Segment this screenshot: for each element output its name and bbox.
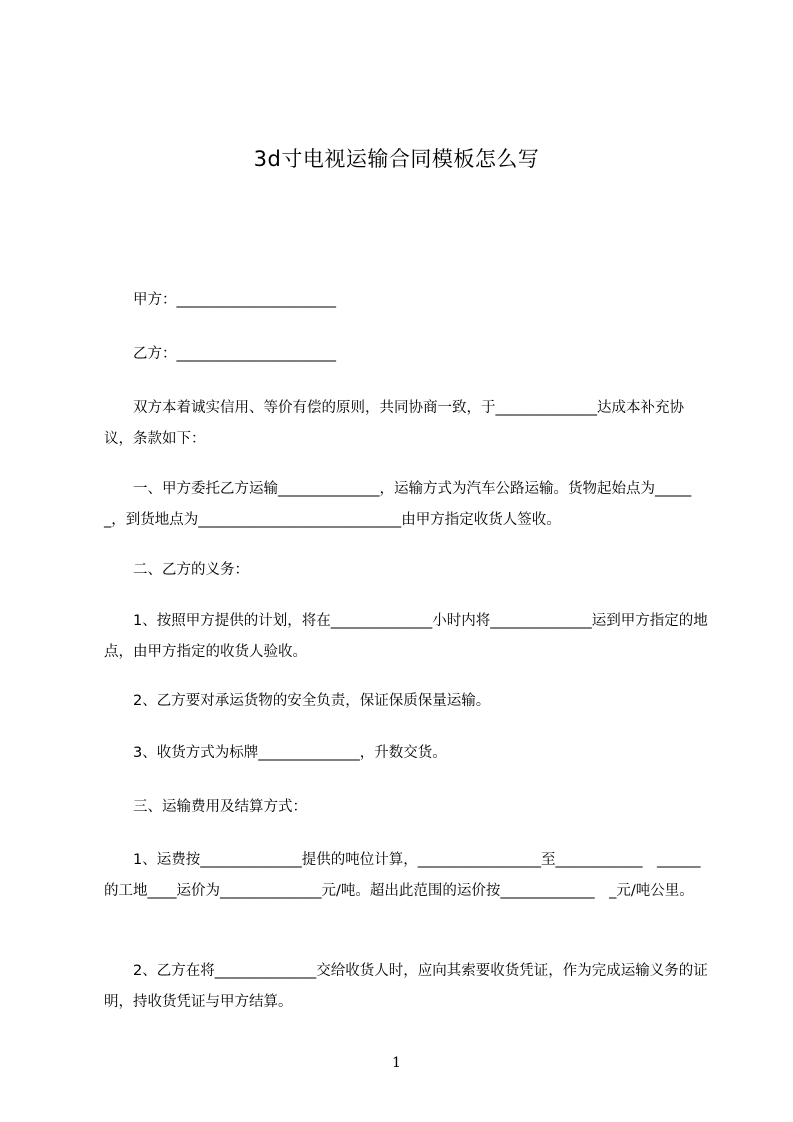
clause-3-item-2: 2、乙方在将______________交给收货人时，应向其索要收货凭证，作为完成运输义务的证明，持收货凭证与甲方结算。 xyxy=(104,963,708,1010)
clause-3-item-1: 1、运费按______________提供的吨位计算，_________________至____________ ______的工地____运价为______________元/吨。超出此范围的运价按_____________ _元/吨公里。 xyxy=(104,852,701,899)
clause-2-item-3: 3、收货方式为标牌______________，升数交货。 xyxy=(104,745,447,761)
clause-2-heading: 二、乙方的义务： xyxy=(104,562,249,578)
clause-1-paragraph: 一、甲方委托乙方运输______________，运输方式为汽车公路运输。货物起始点为______，到货地点为____________________________由甲方指定收货人签收。 xyxy=(104,481,692,528)
page-number: 1 xyxy=(392,1055,401,1071)
clause-3-heading: 三、运输费用及结算方式： xyxy=(104,799,307,815)
intro-paragraph: 双方本着诚实信用、等价有偿的原则，共同协商一致，于______________达成本补充协议，条款如下： xyxy=(104,400,684,447)
party-a-line: 甲方：______________________ xyxy=(104,292,336,308)
document-title: 3d寸电视运输合同模板怎么写 xyxy=(253,147,540,171)
party-b-line: 乙方：______________________ xyxy=(104,346,336,362)
clause-2-item-2: 2、乙方要对承运货物的安全负责，保证保质保量运输。 xyxy=(104,693,491,709)
clause-2-item-1: 1、按照甲方提供的计划，将在______________小时内将______________运到甲方指定的地点，由甲方指定的收货人验收。 xyxy=(104,613,708,660)
